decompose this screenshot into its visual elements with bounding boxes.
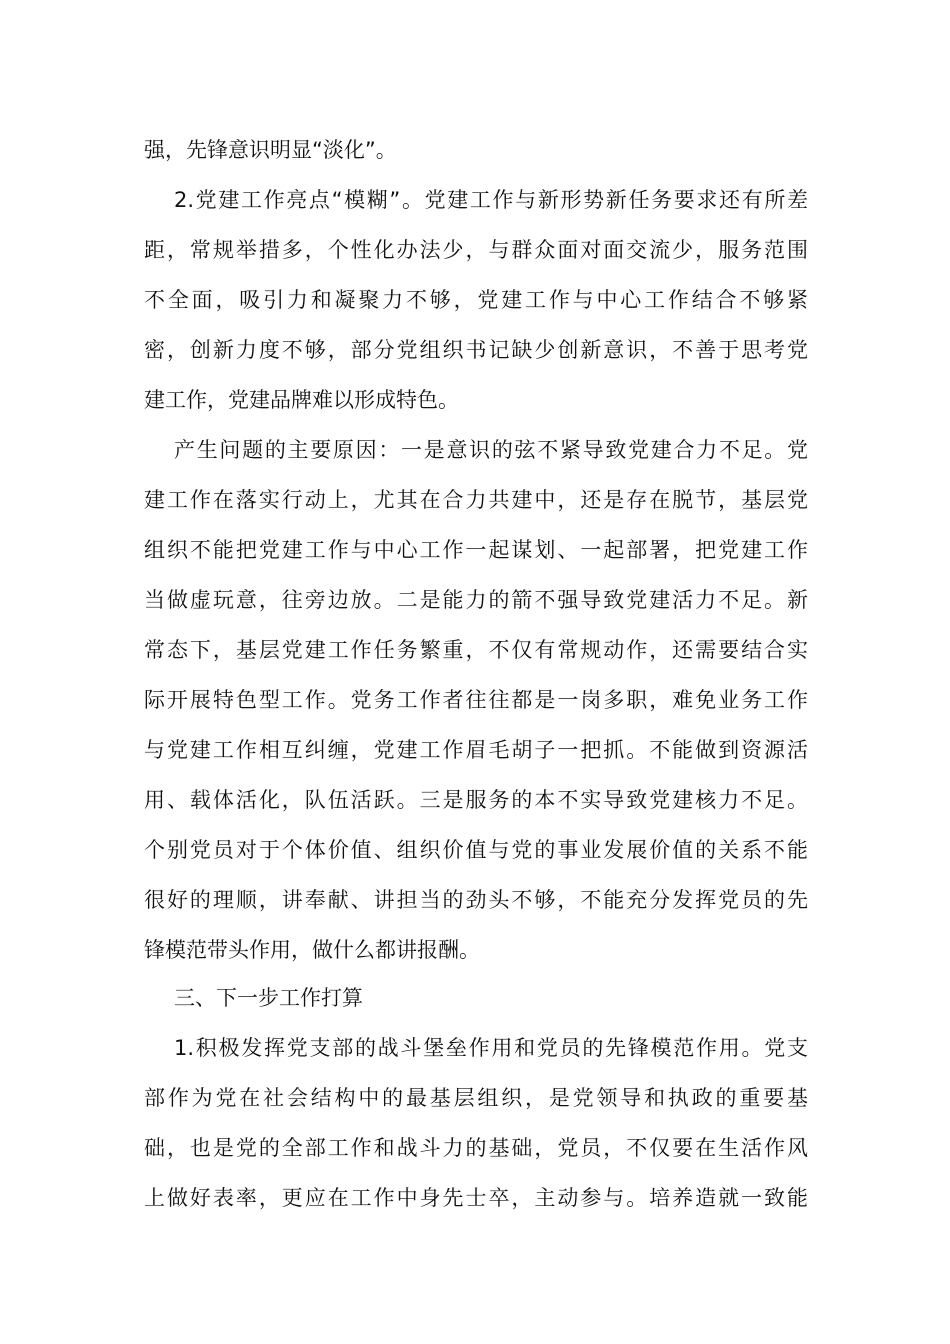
text-line: 部作为党在社会结构中的最基层组织，是党领导和执政的重要基 [144, 1086, 808, 1110]
text-line: 不全面，吸引力和凝聚力不够，党建工作与中心工作结合不够紧 [144, 288, 808, 312]
section-heading: 三、下一步工作打算 [174, 986, 363, 1010]
text-line: 距，常规举措多，个性化办法少，与群众面对面交流少，服务范围 [144, 238, 808, 262]
text-line: 2.党建工作亮点“模糊”。党建工作与新形势新任务要求还有所差 [174, 188, 808, 212]
text-line: 际开展特色型工作。党务工作者往往都是一岗多职，难免业务工作 [144, 688, 808, 712]
text-line: 上做好表率，更应在工作中身先士卒，主动参与。培养造就一致能 [144, 1186, 808, 1210]
text-line: 产生问题的主要原因：一是意识的弦不紧导致党建合力不足。党 [174, 438, 808, 462]
text-line: 强，先锋意识明显“淡化”。 [144, 138, 397, 162]
text-line: 建工作在落实行动上，尤其在合力共建中，还是存在脱节，基层党 [144, 488, 808, 512]
text-line: 1.积极发挥党支部的战斗堡垒作用和党员的先锋模范作用。党支 [174, 1036, 808, 1060]
text-line: 密，创新力度不够，部分党组织书记缺少创新意识，不善于思考党 [144, 338, 808, 362]
text-line: 础，也是党的全部工作和战斗力的基础，党员，不仅要在生活作风 [144, 1136, 808, 1160]
text-line: 用、载体活化，队伍活跃。三是服务的本不实导致党建核力不足。 [144, 788, 808, 812]
text-line: 个别党员对于个体价值、组织价值与党的事业发展价值的关系不能 [144, 838, 808, 862]
text-line: 与党建工作相互纠缠，党建工作眉毛胡子一把抓。不能做到资源活 [144, 738, 808, 762]
text-line: 很好的理顺，讲奉献、讲担当的劲头不够，不能充分发挥党员的先 [144, 888, 808, 912]
text-line: 当做虚玩意，往旁边放。二是能力的箭不强导致党建活力不足。新 [144, 588, 808, 612]
text-line: 组织不能把党建工作与中心工作一起谋划、一起部署，把党建工作 [144, 538, 808, 562]
text-line: 锋模范带头作用，做什么都讲报酬。 [144, 938, 480, 962]
text-line: 常态下，基层党建工作任务繁重，不仅有常规动作，还需要结合实 [144, 638, 808, 662]
text-line: 建工作，党建品牌难以形成特色。 [144, 388, 459, 412]
